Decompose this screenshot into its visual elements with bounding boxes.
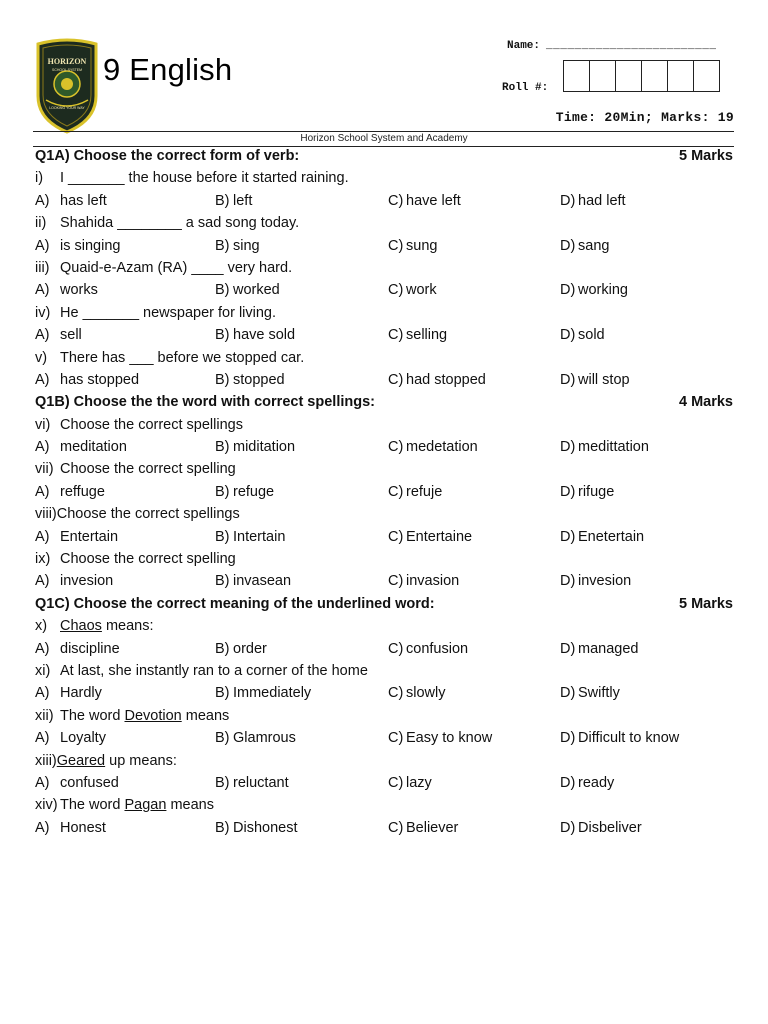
option-a[interactable] <box>35 190 107 212</box>
option-a[interactable] <box>35 727 106 749</box>
option-a[interactable] <box>35 817 106 839</box>
question-text: I _______ the house before it started raining. <box>60 170 349 187</box>
option-text: confusion <box>406 640 469 657</box>
roll-box[interactable] <box>641 60 668 92</box>
roll-box[interactable] <box>589 60 616 92</box>
option-letter: B) <box>215 685 230 702</box>
option-c[interactable] <box>388 369 486 391</box>
name-row <box>507 40 716 52</box>
option-letter: B) <box>215 528 230 545</box>
underlined-word: Devotion <box>124 707 182 724</box>
option-text: have left <box>406 192 461 209</box>
option-b[interactable] <box>215 638 267 660</box>
options-row <box>35 526 733 548</box>
options-row <box>35 682 733 704</box>
options-row <box>35 279 733 301</box>
option-letter: B) <box>215 640 230 657</box>
option-text: reffuge <box>60 483 105 500</box>
option-text: invesion <box>60 573 114 590</box>
option-a[interactable] <box>35 526 118 548</box>
option-letter: D) <box>560 640 576 657</box>
question-text: up means: <box>105 752 177 769</box>
option-text: works <box>60 282 98 299</box>
option-b[interactable] <box>215 369 285 391</box>
option-d[interactable] <box>560 324 605 346</box>
option-letter: D) <box>560 774 576 791</box>
section-marks: 5 Marks <box>678 595 733 612</box>
option-text: Disbeliver <box>578 819 642 836</box>
question-text: There has ___ before we stopped car. <box>60 349 305 366</box>
option-letter: C) <box>388 774 404 791</box>
option-letter: D) <box>560 192 576 209</box>
option-letter: A) <box>35 282 50 299</box>
question-stem <box>35 167 733 189</box>
option-letter: B) <box>215 192 230 209</box>
option-text: reluctant <box>233 774 289 791</box>
option-text: Intertain <box>233 528 286 545</box>
option-letter: D) <box>560 528 576 545</box>
option-d[interactable] <box>560 279 628 301</box>
question-stem <box>35 548 733 570</box>
option-text: managed <box>578 640 639 657</box>
question-number: ii) <box>35 215 47 232</box>
question-text: means: <box>101 618 154 635</box>
option-letter: C) <box>388 819 404 836</box>
question-number: vii) <box>35 461 54 478</box>
options-row <box>35 436 733 458</box>
option-c[interactable] <box>388 727 492 749</box>
question-number: xi) <box>35 662 51 679</box>
option-b[interactable] <box>215 727 296 749</box>
question-stem <box>35 705 733 727</box>
option-letter: A) <box>35 774 50 791</box>
option-text: left <box>233 192 253 209</box>
option-letter: B) <box>215 327 230 344</box>
option-letter: A) <box>35 327 50 344</box>
option-text: refuje <box>406 483 443 500</box>
option-text: working <box>578 282 628 299</box>
option-letter: D) <box>560 439 576 456</box>
option-letter: A) <box>35 573 50 590</box>
roll-box[interactable] <box>667 60 694 92</box>
option-d[interactable] <box>560 481 614 503</box>
option-a[interactable] <box>35 772 119 794</box>
school-name: Horizon School System and Academy <box>300 133 468 144</box>
option-text: Loyalty <box>60 730 106 747</box>
option-text: Difficult to know <box>578 730 680 747</box>
question-text: means <box>181 707 230 724</box>
option-text: Dishonest <box>233 819 298 836</box>
roll-box[interactable] <box>693 60 720 92</box>
option-letter: C) <box>388 282 404 299</box>
question-number: v) <box>35 349 48 366</box>
logo-text-bottom: LOOKING YOUR WAY <box>49 106 85 110</box>
option-text: stopped <box>233 371 285 388</box>
option-letter: D) <box>560 282 576 299</box>
option-d[interactable] <box>560 369 630 391</box>
option-a[interactable] <box>35 570 113 592</box>
option-b[interactable] <box>215 481 274 503</box>
option-text: medittation <box>578 439 649 456</box>
option-b[interactable] <box>215 279 280 301</box>
option-letter: B) <box>215 774 230 791</box>
question-stem <box>35 750 733 772</box>
option-text: selling <box>406 327 448 344</box>
name-label: Name: <box>507 40 541 52</box>
option-text: have sold <box>233 327 296 344</box>
options-row <box>35 369 733 391</box>
option-c[interactable] <box>388 481 442 503</box>
option-c[interactable] <box>388 235 437 257</box>
question-stem <box>35 212 733 234</box>
option-a[interactable] <box>35 369 139 391</box>
option-b[interactable] <box>215 682 311 704</box>
question-number: iii) <box>35 259 50 276</box>
option-letter: B) <box>215 573 230 590</box>
options-row <box>35 638 733 660</box>
question-number: xiii) <box>35 752 57 769</box>
option-text: invasean <box>233 573 292 590</box>
question-number: i) <box>35 170 44 187</box>
option-letter: D) <box>560 730 576 747</box>
option-text: Entertain <box>60 528 119 545</box>
question-paper <box>35 145 733 839</box>
option-a[interactable] <box>35 235 120 257</box>
option-text: Entertaine <box>406 528 473 545</box>
question-text: Choose the correct spellings <box>60 416 243 433</box>
question-stem <box>35 458 733 480</box>
option-letter: C) <box>388 528 404 545</box>
option-d[interactable] <box>560 190 626 212</box>
option-letter: B) <box>215 282 230 299</box>
options-row <box>35 570 733 592</box>
options-row <box>35 235 733 257</box>
option-text: has left <box>60 192 107 209</box>
question-number: iv) <box>35 304 51 321</box>
logo-text-sub: SCHOOL SYSTEM <box>51 68 83 72</box>
question-stem <box>35 302 733 324</box>
option-text: order <box>233 640 267 657</box>
option-letter: C) <box>388 327 404 344</box>
option-text: Believer <box>406 819 459 836</box>
option-text: Glamrous <box>233 730 296 747</box>
option-text: sold <box>578 327 605 344</box>
roll-label: Roll #: <box>502 82 549 94</box>
option-text: Swiftly <box>578 685 620 702</box>
option-c[interactable] <box>388 526 472 548</box>
roll-box[interactable] <box>615 60 642 92</box>
option-text: Hardly <box>60 685 102 702</box>
option-letter: C) <box>388 730 404 747</box>
question-text: Quaid-e-Azam (RA) ____ very hard. <box>60 259 293 276</box>
option-d[interactable] <box>560 570 631 592</box>
option-b[interactable] <box>215 526 285 548</box>
roll-number-boxes <box>564 60 720 92</box>
option-letter: A) <box>35 730 50 747</box>
question-text: Choose the correct spelling <box>60 461 236 478</box>
question-text: Choose the correct spelling <box>60 551 236 568</box>
option-c[interactable] <box>388 772 432 794</box>
option-d[interactable] <box>560 817 642 839</box>
option-d[interactable] <box>560 638 638 660</box>
option-a[interactable] <box>35 436 127 458</box>
option-text: worked <box>233 282 280 299</box>
question-number: xii) <box>35 707 54 724</box>
option-letter: D) <box>560 327 576 344</box>
options-row <box>35 727 733 749</box>
option-a[interactable] <box>35 682 102 704</box>
option-b[interactable] <box>215 436 295 458</box>
question-stem <box>35 794 733 816</box>
option-text: slowly <box>406 685 446 702</box>
option-letter: C) <box>388 640 404 657</box>
logo-text-top: HORIZON <box>47 57 87 66</box>
option-letter: D) <box>560 371 576 388</box>
option-b[interactable] <box>215 570 291 592</box>
option-text: invesion <box>578 573 632 590</box>
option-text: confused <box>60 774 119 791</box>
time-marks: Time: 20Min; Marks: 19 <box>555 110 734 125</box>
option-letter: D) <box>560 819 576 836</box>
question-text: The word <box>60 707 125 724</box>
school-logo-icon <box>34 38 100 134</box>
option-text: meditation <box>60 439 127 456</box>
option-c[interactable] <box>388 190 461 212</box>
option-letter: A) <box>35 192 50 209</box>
option-letter: D) <box>560 483 576 500</box>
options-row <box>35 481 733 503</box>
section-title: Q1C) Choose the correct meaning of the underlined word: <box>35 595 435 612</box>
option-c[interactable] <box>388 279 437 301</box>
option-text: work <box>406 282 437 299</box>
option-text: had stopped <box>406 371 486 388</box>
option-letter: B) <box>215 730 230 747</box>
name-field[interactable]: ________________________ <box>546 40 717 52</box>
option-text: Immediately <box>233 685 312 702</box>
option-text: sang <box>578 237 610 254</box>
option-b[interactable] <box>215 190 252 212</box>
option-a[interactable] <box>35 324 82 346</box>
option-letter: D) <box>560 237 576 254</box>
option-text: lazy <box>406 774 432 791</box>
option-d[interactable] <box>560 772 614 794</box>
option-a[interactable] <box>35 279 98 301</box>
option-letter: A) <box>35 528 50 545</box>
option-letter: D) <box>560 685 576 702</box>
section-header <box>35 593 733 615</box>
section-marks: 5 Marks <box>678 148 733 164</box>
question-number: vi) <box>35 416 51 433</box>
option-letter: C) <box>388 483 404 500</box>
option-letter: B) <box>215 483 230 500</box>
option-a[interactable] <box>35 481 105 503</box>
option-text: sell <box>60 327 82 344</box>
option-text: Honest <box>60 819 106 836</box>
options-row <box>35 324 733 346</box>
option-c[interactable] <box>388 638 468 660</box>
question-stem <box>35 414 733 436</box>
question-text: The word <box>60 797 125 814</box>
question-stem <box>35 660 733 682</box>
options-row <box>35 817 733 839</box>
question-number: x) <box>35 618 48 635</box>
options-row <box>35 772 733 794</box>
question-text: Choose the correct spellings <box>56 506 240 523</box>
option-c[interactable] <box>388 436 478 458</box>
option-text: is singing <box>60 237 121 254</box>
option-letter: A) <box>35 371 50 388</box>
option-d[interactable] <box>560 682 620 704</box>
question-text: Shahida ________ a sad song today. <box>60 215 300 232</box>
option-text: will stop <box>578 371 630 388</box>
option-text: Enetertain <box>578 528 645 545</box>
option-letter: A) <box>35 640 50 657</box>
option-d[interactable] <box>560 727 679 749</box>
option-letter: C) <box>388 685 404 702</box>
option-letter: A) <box>35 439 50 456</box>
option-text: Easy to know <box>406 730 493 747</box>
option-text: sung <box>406 237 438 254</box>
question-text: means <box>166 797 214 814</box>
option-letter: A) <box>35 819 50 836</box>
option-text: had left <box>578 192 626 209</box>
question-number: viii) <box>35 506 57 523</box>
option-text: sing <box>233 237 260 254</box>
option-text: has stopped <box>60 371 140 388</box>
section-title: Q1B) Choose the the word with correct spellings: <box>35 394 375 411</box>
option-c[interactable] <box>388 682 445 704</box>
option-letter: C) <box>388 439 404 456</box>
question-stem <box>35 615 733 637</box>
question-stem <box>35 257 733 279</box>
option-c[interactable] <box>388 817 458 839</box>
option-c[interactable] <box>388 570 459 592</box>
underlined-word: Chaos <box>60 618 102 635</box>
question-text: He _______ newspaper for living. <box>60 304 277 321</box>
option-letter: B) <box>215 439 230 456</box>
option-text: ready <box>578 774 615 791</box>
option-b[interactable] <box>215 817 297 839</box>
option-letter: B) <box>215 371 230 388</box>
option-text: refuge <box>233 483 275 500</box>
option-letter: B) <box>215 237 230 254</box>
option-b[interactable] <box>215 235 260 257</box>
option-letter: A) <box>35 685 50 702</box>
option-text: miditation <box>233 439 296 456</box>
option-c[interactable] <box>388 324 447 346</box>
roll-box[interactable] <box>563 60 590 92</box>
question-stem <box>35 347 733 369</box>
header-rule-top <box>33 131 734 132</box>
question-text: At last, she instantly ran to a corner of the home <box>60 662 368 679</box>
option-letter: D) <box>560 573 576 590</box>
underlined-word: Pagan <box>124 797 167 814</box>
option-b[interactable] <box>215 324 295 346</box>
option-text: rifuge <box>578 483 615 500</box>
question-number: xiv) <box>35 797 58 814</box>
option-b[interactable] <box>215 772 289 794</box>
section-marks: 4 Marks <box>678 394 733 411</box>
option-d[interactable] <box>560 436 649 458</box>
option-letter: B) <box>215 819 230 836</box>
question-number: ix) <box>35 551 51 568</box>
option-letter: A) <box>35 237 50 254</box>
option-d[interactable] <box>560 235 609 257</box>
subject-title: 9 English <box>103 52 233 87</box>
option-text: invasion <box>406 573 460 590</box>
option-letter: C) <box>388 237 404 254</box>
option-letter: A) <box>35 483 50 500</box>
option-d[interactable] <box>560 526 644 548</box>
options-row <box>35 190 733 212</box>
underlined-word: Geared <box>56 752 106 769</box>
option-text: medetation <box>406 439 478 456</box>
question-stem <box>35 503 733 525</box>
section-title: Q1A) Choose the correct form of verb: <box>35 148 300 164</box>
option-letter: C) <box>388 192 404 209</box>
section-header <box>35 391 733 413</box>
section-header <box>35 145 733 167</box>
option-text: discipline <box>60 640 120 657</box>
option-a[interactable] <box>35 638 120 660</box>
option-letter: C) <box>388 573 404 590</box>
option-letter: C) <box>388 371 404 388</box>
